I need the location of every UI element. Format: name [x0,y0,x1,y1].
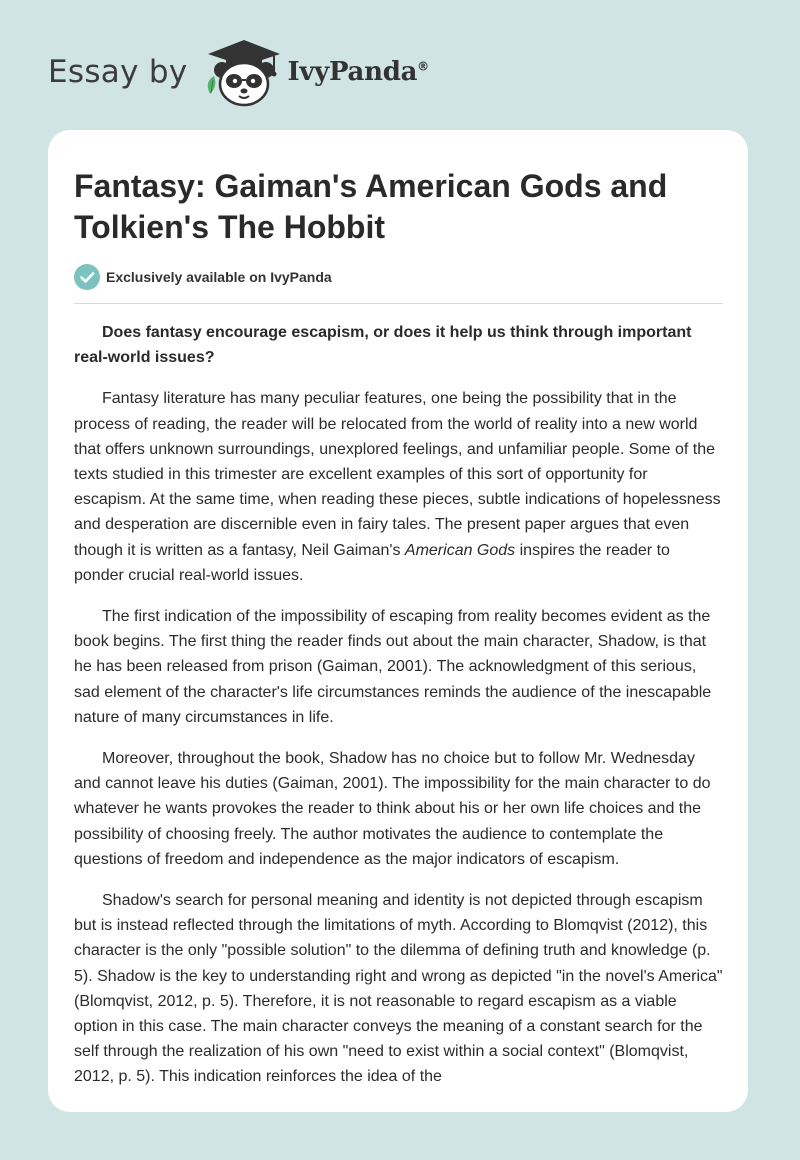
paragraph-3: Moreover, throughout the book, Shadow has no choice but to follow Mr. Wednesday and cannot leave his duties (Gaiman, 2001). The impossibility for the main character to do whatever he wants provokes the reader to think about his or her own life choices and the possibility of choosing freely. The author motivates the audience to contemplate the questions of freedom and independence as the major indicators of escapism. [74,750,711,868]
panda-graduate-logo-icon[interactable] [202,36,286,108]
paragraph-4: Shadow's search for personal meaning and identity is not depicted through escapism but is instead reflected through the limitations of myth. According to Blomqvist (2012), this character is the only "possible solution" to the dilemma of defining truth and knowledge (p. 5). Shadow is the key to understanding right and wrong as depicted "in the novel's America" (Blomqvist, 2012, p. 5). Therefore, it is not reasonable to regard escapism as a viable option in this case. The main character conveys the meaning of a constant search for the self through the realization of his own "need to exist within a social context" (Blomqvist, 2012, p. 5). This indication reinforces the idea of the [74,892,723,1086]
exclusive-badge [74,264,332,290]
book-title-italic: American Gods [404,541,516,559]
essay-body [74,320,724,1106]
brand-name-text: IvyPanda [287,57,418,87]
exclusive-badge-text: Exclusively available on IvyPanda [106,269,332,285]
essay-by-label: Essay by [48,54,188,90]
essay-title: Fantasy: Gaiman's American Gods and Tolkien's The Hobbit [74,168,668,245]
check-circle-icon [74,264,100,290]
essay-card [48,130,748,1112]
brand-name[interactable] [288,57,429,87]
site-header [48,36,429,108]
paragraph-2: The first indication of the impossibility of escaping from reality becomes evident as the book begins. The first thing the reader finds out about the main character, Shadow, is that he has been released from prison (Gaiman, 2001). The acknowledgment of this serious, sad element of the character's life circumstances reminds the audience of the inescapable nature of many circumstances in life. [74,608,712,726]
paragraph-1 [74,386,724,588]
paragraph-1-end: inspires the reader to ponder crucial real-world issues. [74,541,670,584]
divider [74,303,723,304]
essay-question: Does fantasy encourage escapism, or does it help us think through important real-world issues? [74,324,692,367]
registered-mark: ® [417,59,429,74]
paragraph-1-text: Fantasy literature has many peculiar features, one being the possibility that in the process of reading, the reader will be relocated from the world of reality into a new world that offers unknown surroundings, unexplored feelings, and unfamiliar people. Some of the texts studied in this trimester are excellent examples of this sort of opportunity for escapism. At the same time, when reading these pieces, subtle indications of hopelessness and desperation are discernible even in fairy tales. The present paper argues that even though it is written as a fantasy, Neil Gaiman's [74,390,721,559]
